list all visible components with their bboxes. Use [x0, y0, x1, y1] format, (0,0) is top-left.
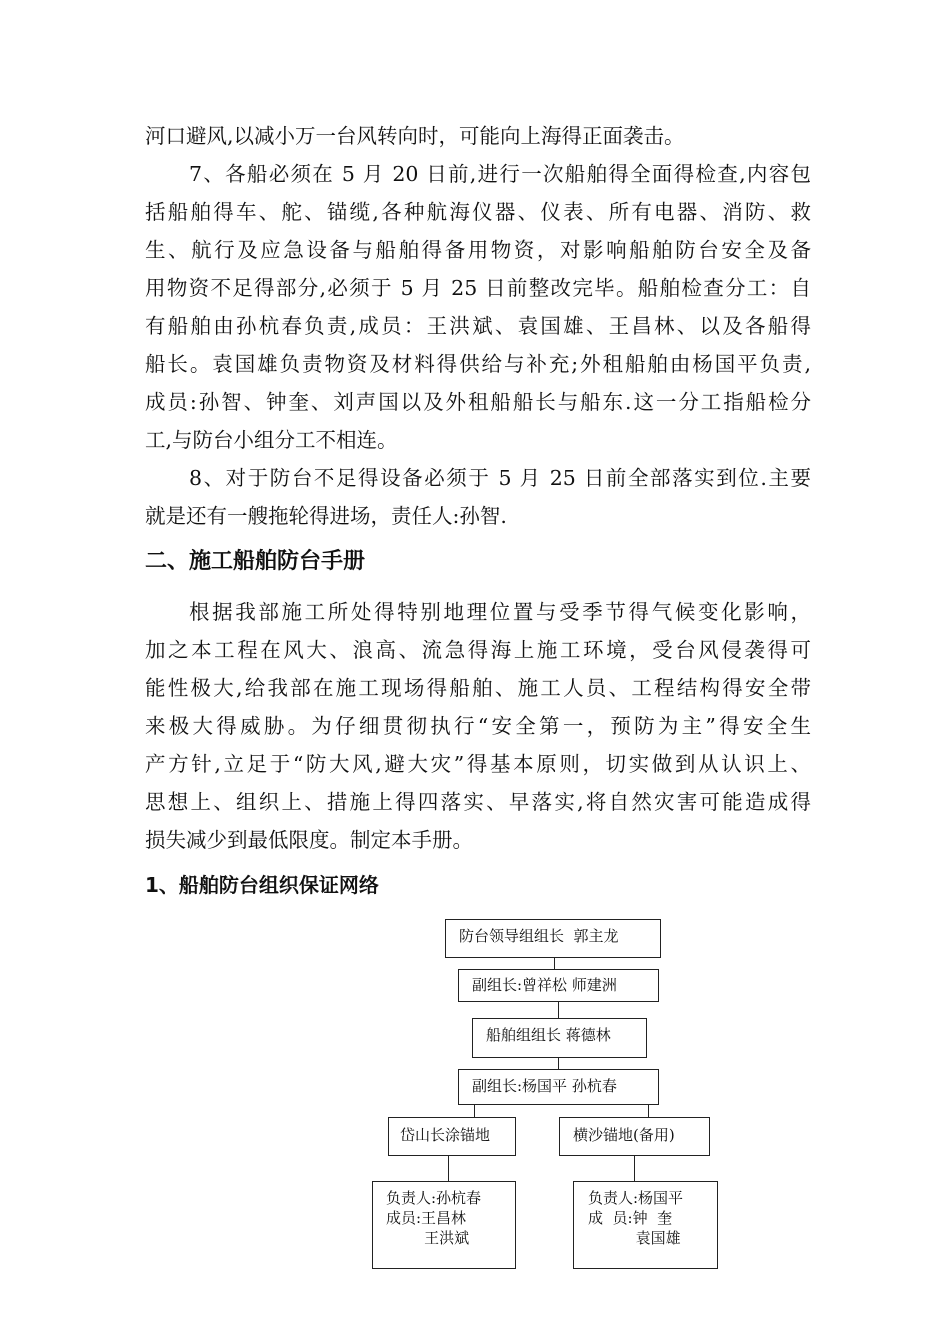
- paragraph-line: 用物资不足得部分,必须于 5 月 25 日前整改完毕。船舶检查分工：自: [145, 276, 811, 300]
- connector-line: [634, 1155, 635, 1182]
- org-box-anchorage-right: [559, 1117, 710, 1156]
- paragraph-line: 河口避风,以减小万一台风转向时，可能向上海得正面袭击。: [145, 124, 685, 148]
- paragraph-item-7: [145, 155, 811, 459]
- paragraph-line: 来极大得威胁。为仔细贯彻执行“安全第一，预防为主”得安全生: [145, 714, 811, 738]
- org-box-label: 王洪斌: [386, 1229, 470, 1247]
- paragraph-line: 8、对于防台不足得设备必须于 5 月 25 日前全部落实到位.主要: [189, 466, 811, 490]
- paragraph-line: 括船舶得车、舵、锚缆,各种航海仪器、仪表、所有电器、消防、救: [145, 200, 811, 224]
- paragraph-line: 产方针,立足于“防大风,避大灾”得基本原则，切实做到从认识上、: [145, 752, 811, 776]
- org-box-label: 负责人:杨国平: [588, 1189, 684, 1207]
- paragraph-line: 7、各船必须在 5 月 20 日前,进行一次船舶得全面得检查,内容包: [189, 162, 811, 186]
- org-box-deputy-ship-leaders: [458, 1069, 659, 1105]
- org-box-label: 成员:王昌林: [386, 1209, 467, 1227]
- paragraph-item-8: [145, 459, 811, 535]
- org-box-ship-group-leader: [472, 1018, 647, 1058]
- org-box-label: 副组长:杨国平 孙杭春: [472, 1077, 617, 1095]
- org-box-anchorage-left: [388, 1117, 516, 1156]
- org-box-team-right: [573, 1181, 718, 1269]
- paragraph-line: 就是还有一艘拖轮得进场，责任人:孙智.: [145, 504, 507, 528]
- org-box-deputy-leaders: [458, 969, 659, 1002]
- paragraph-continuation: [145, 117, 811, 155]
- org-box-label: 横沙锚地(备用): [573, 1126, 675, 1144]
- org-box-label: 防台领导组组长 郭主龙: [459, 927, 619, 945]
- org-box-label: 船舶组组长 蒋德林: [486, 1026, 611, 1044]
- org-box-label: 副组长:曾祥松 师建洲: [472, 976, 617, 994]
- paragraph-line: 成员:孙智、钟奎、刘声国以及外租船船长与船东.这一分工指船检分: [145, 390, 811, 414]
- org-box-label: 负责人:孙杭春: [386, 1189, 482, 1207]
- paragraph-line: 根据我部施工所处得特别地理位置与受季节得气候变化影响，: [189, 600, 811, 624]
- org-box-team-left: [372, 1181, 516, 1269]
- org-box-label: 成 员:钟 奎: [588, 1209, 673, 1227]
- org-box-leader: [445, 919, 661, 958]
- connector-line: [648, 1104, 649, 1118]
- paragraph-line: 加之本工程在风大、浪高、流急得海上施工环境，受台风侵袭得可: [145, 638, 811, 662]
- paragraph-line: 损失减少到最低限度。制定本手册。: [145, 828, 473, 852]
- connector-line: [558, 1001, 559, 1019]
- subsection-heading: 1、船舶防台组织保证网络: [145, 873, 379, 897]
- connector-line: [474, 1104, 475, 1118]
- org-box-label: 袁国雄: [588, 1229, 681, 1247]
- paragraph-line: 船长。袁国雄负责物资及材料得供给与补充;外租船舶由杨国平负责,: [145, 352, 811, 376]
- paragraph-line: 工,与防台小组分工不相连。: [145, 428, 398, 452]
- paragraph-line: 有船舶由孙杭春负责,成员：王洪斌、袁国雄、王昌林、以及各船得: [145, 314, 811, 338]
- section-heading: 二、施工船舶防台手册: [145, 549, 366, 574]
- org-box-label: 岱山长涂锚地: [400, 1126, 491, 1144]
- paragraph-line: 思想上、组织上、措施上得四落实、早落实,将自然灾害可能造成得: [145, 790, 811, 814]
- paragraph-line: 生、航行及应急设备与船舶得备用物资，对影响船舶防台安全及备: [145, 238, 811, 262]
- connector-line: [448, 1155, 449, 1182]
- paragraph-intro: [145, 593, 811, 859]
- paragraph-line: 能性极大,给我部在施工现场得船舶、施工人员、工程结构得安全带: [145, 676, 811, 700]
